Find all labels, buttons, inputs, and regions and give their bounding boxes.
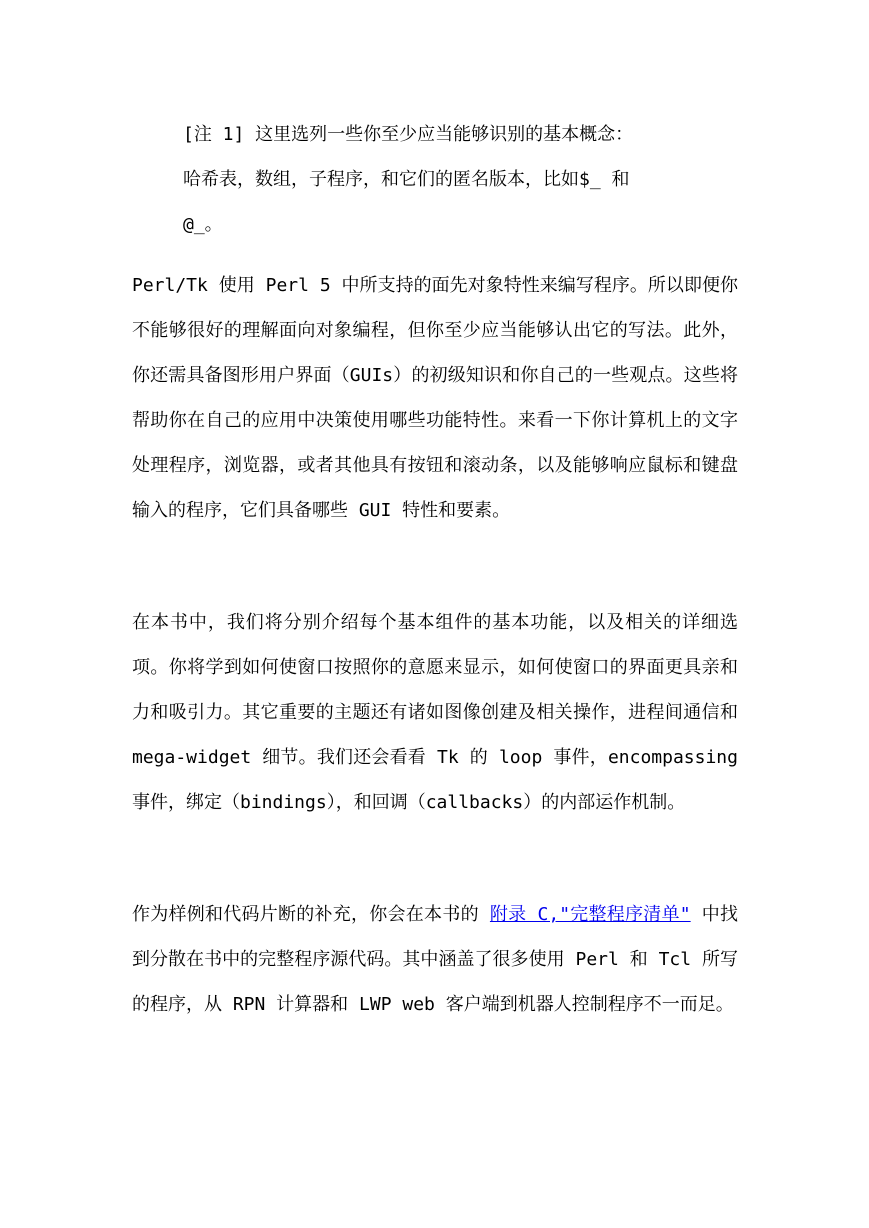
paragraph-2-text: 在本书中，我们将分别介绍每个基本组件的基本功能，以及相关的详细选项。你将学到如何使窗口按照你的意愿来显示，如何使窗口的界面更具亲和力和吸引力。其它重要的主题还有诸如图像创建及相关操作，进程间通信和 mega-widget 细节。我们还会看看 Tk 的 loop 事件，encompassing 事件，绑定（bindings），和回调（callbacks）的内部运作机制。	[132, 612, 738, 813]
paragraph-3	[132, 892, 738, 1027]
footnote-block	[183, 112, 723, 247]
paragraph-3-tail: 中找到分散在书中的完整程序源代码。其中涵盖了很多使用 Perl 和 Tcl 所写的程序，从 RPN 计算器和 LWP web 客户端到机器人控制程序不一而足。	[132, 904, 739, 1015]
paragraph-3-text	[132, 892, 738, 1027]
footnote-line-2: 哈希表，数组，子程序，和它们的匿名版本，比如$_ 和	[183, 169, 630, 190]
paragraph-1-text: Perl/Tk 使用 Perl 5 中所支持的面先对象特性来编写程序。所以即便你不能够很好的理解面向对象编程，但你至少应当能够认出它的写法。此外，你还需具备图形用户界面（GUIs）的初级知识和你自己的一些观点。这些将帮助你在自己的应用中决策使用哪些功能特性。来看一下你计算机上的文字处理程序，浏览器，或者其他具有按钮和滚动条，以及能够响应鼠标和键盘输入的程序，它们具备哪些 GUI 特性和要素。	[132, 275, 738, 521]
paragraph-1	[132, 263, 738, 533]
footnote-line-3: @_。	[183, 214, 223, 235]
appendix-c-link[interactable]: 附录 C,"完整程序清单"	[489, 904, 691, 925]
paragraph-3-lead: 作为样例和代码片断的补充，你会在本书的	[132, 904, 490, 925]
paragraph-2	[132, 600, 738, 825]
footnote-line-1: [注 1] 这里选列一些你至少应当能够识别的基本概念：	[183, 124, 634, 145]
